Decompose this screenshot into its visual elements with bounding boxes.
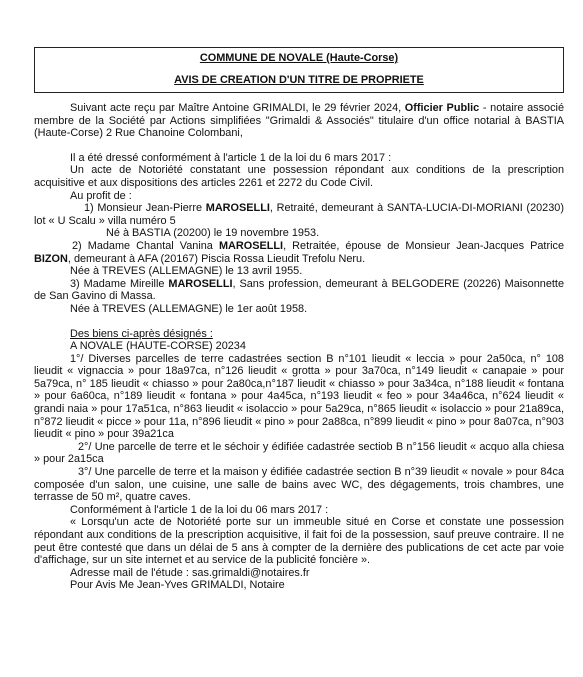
biens-item-1: 1°/ Diverses parcelles de terre cadastrées section B n°101 lieudit « leccia » pour 2a50ca, n° 108 lieudit « vignaccia » pour 18a97ca, n°126 lieudit « grotta » pour 3a70ca, n°149 lieudit « canapaie » pour 5a79ca, n° 185 lieudit « chiasso » pour 2a80ca,n°187 lieudit « chiasso » pour 3a34ca, n°188 lieudit « fontana » pour 6a60ca, n°189 lieudit « fontana » pour 4a45ca, n°193 lieudit « feo » pour 34a46ca, n°624 lieudit « grandi naia » pour 17a51ca, n°863 lieudit « isolaccio » pour 5a29ca, n°865 lieudit « isolaccio » pour 21a89ca, n°872 lieudit « picce » pour 11a, n°896 lieudit « pino » pour 2a88ca, n°899 lieudit « pino » pour 8a07ca, n°903 lieudit « pino » pour 39a21ca <box>34 352 564 441</box>
officier-public: Officier Public <box>404 102 480 114</box>
ben1-name: MAROSELLI <box>205 202 270 215</box>
ben1-post: , Retraité, demeurant à SANTA-LUCIA-DI-MORIANI (20230) lot « U Scalu » villa numéro 5 <box>34 202 564 227</box>
biens-location: A NOVALE (HAUTE-CORSE) 20234 <box>70 340 246 353</box>
ben2-name: MAROSELLI <box>218 239 284 252</box>
acte-paragraph: Un acte de Notoriété constatant une possession répondant aux conditions de la prescription acquisitive et aux dispositions des articles 2261 et 2272 du Code Civil. <box>34 164 564 189</box>
dresse-line: Il a été dressé conformément à l'article 1 de la loi du 6 mars 2017 : <box>70 151 392 164</box>
ben3-post: , Sans profession, demeurant à BELGODERE (20226) Maisonnette de San Gavino di Massa. <box>34 277 565 303</box>
ben3-name: MAROSELLI <box>168 277 233 290</box>
beneficiary-3 <box>34 278 564 303</box>
ben2-post: , demeurant à AFA (20167) Piscia Rossa Lieudit Trefolu Neru. <box>67 252 366 265</box>
ben2-mid: , Retraitée, épouse de Monsieur Jean-Jacques Patrice <box>283 239 564 252</box>
beneficiary-1-birth: Né à BASTIA (20200) le 19 novembre 1953. <box>106 227 320 240</box>
conforme-line: Conformément à l'article 1 de la loi du 06 mars 2017 : <box>70 503 329 516</box>
law-quote: « Lorsqu'un acte de Notoriété porte sur un immeuble situé en Corse et constate une possession répondant aux conditions de la prescription acquisitive, il fait foi de la possession, sauf preuve contraire. Il ne peut être contesté que dans un délai de 5 ans à compter de la dernière des publications de cet acte par voie d'affichage, sur un site internet et au service de la publicité foncière ». <box>34 516 564 567</box>
ben2-pre: 2) Madame Chantal Vanina <box>72 239 219 252</box>
biens-heading <box>34 328 564 341</box>
notice-body <box>34 102 564 592</box>
ben2-name2: BIZON <box>34 252 68 265</box>
email-line: Adresse mail de l'étude : sas.grimaldi@notaires.fr <box>70 566 310 579</box>
biens-item-2: 2°/ Une parcelle de terre et le séchoir y édifiée cadastrée sectiob B n°156 lieudit « acquo alla chiesa » pour 2a15ca <box>34 440 564 466</box>
profit-line: Au profit de : <box>70 189 132 202</box>
notice-title: AVIS DE CREATION D'UN TITRE DE PROPRIETE <box>174 74 424 86</box>
biens-heading-text: Des biens ci-après désignés : <box>70 327 213 340</box>
intro-text-2: - notaire associé membre de la Société par Actions simplifiées "Grimaldi & Associés" titulaire d'un office notarial à BASTIA (Haute-Corse) 2 Rue Chanoine Colombani, <box>34 102 565 140</box>
ben3-pre: 3) Madame Mireille <box>70 277 169 290</box>
beneficiary-3-birth: Née à TREVES (ALLEMAGNE) le 1er août 1958. <box>70 302 308 315</box>
biens-item-3: 3°/ Une parcelle de terre et la maison y édifiée cadastrée section B n°39 lieudit « novale » pour 84ca composée d'un salon, une cuisine, une salle de bains avec WC, des dégagements, trois chambres, une terrasse de 50 m², quatre caves. <box>34 466 564 504</box>
beneficiary-2-birth: Née à TREVES (ALLEMAGNE) le 13 avril 1955. <box>70 265 303 278</box>
ben1-pre: 1) Monsieur Jean-Pierre <box>84 202 206 215</box>
header-box <box>34 47 564 93</box>
commune-title: COMMUNE DE NOVALE (Haute-Corse) <box>199 52 399 64</box>
beneficiary-2 <box>34 240 564 265</box>
beneficiary-1 <box>34 202 564 227</box>
signature-line: Pour Avis Me Jean-Yves GRIMALDI, Notaire <box>70 579 285 592</box>
intro-text-1: Suivant acte reçu par Maître Antoine GRIMALDI, le 29 février 2024, <box>70 102 405 114</box>
intro-paragraph <box>34 102 564 140</box>
